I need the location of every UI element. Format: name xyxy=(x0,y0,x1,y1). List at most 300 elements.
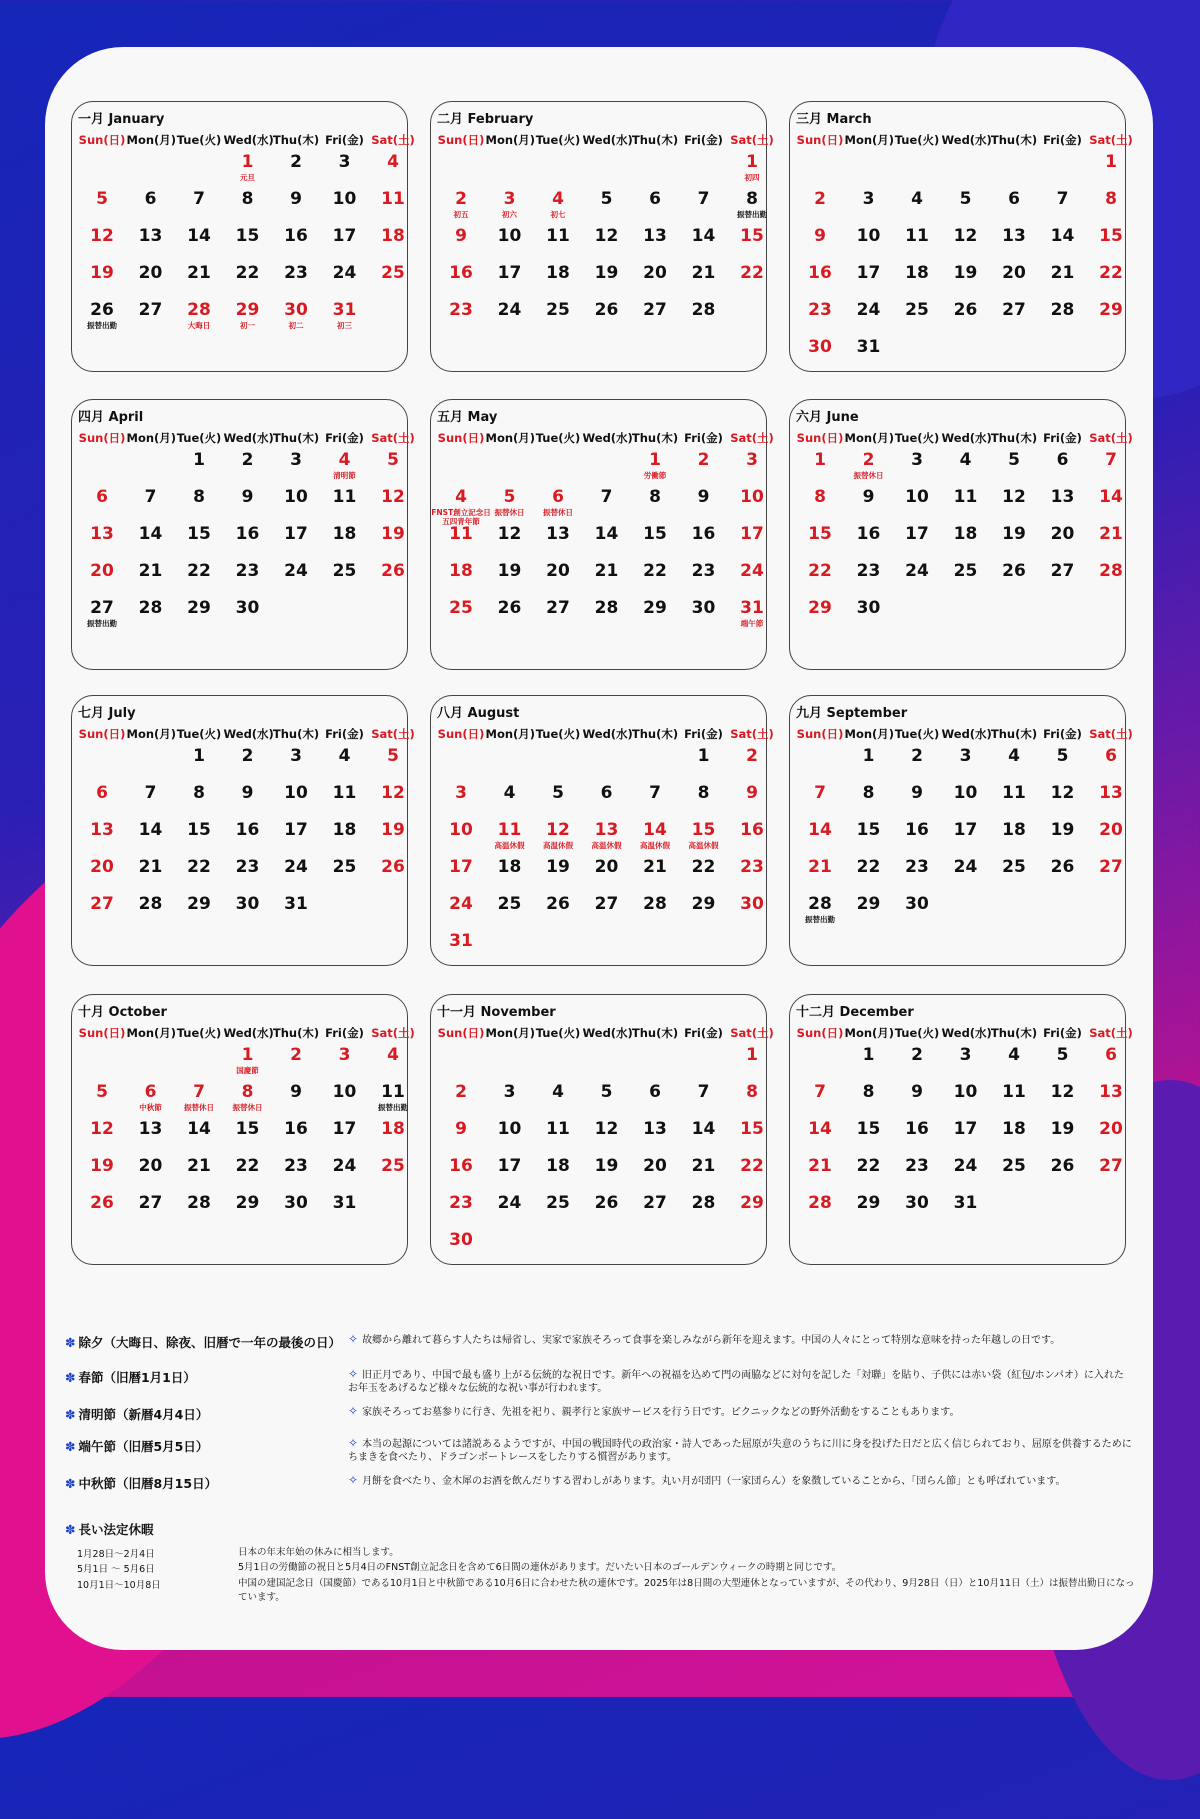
day-note: 中秋節 xyxy=(139,1103,162,1112)
calendar-day: 30 xyxy=(856,598,881,618)
weekday-header: Sat(土) xyxy=(730,431,774,445)
calendar-day: 7 xyxy=(193,189,205,209)
calendar-day: 20 xyxy=(90,561,114,581)
day-note: 清明節 xyxy=(333,471,356,480)
calendar-day: 4 xyxy=(503,783,516,803)
weekday-header: Fri(金) xyxy=(325,1026,364,1040)
calendar-day: 2 xyxy=(455,1082,467,1102)
calendar-day: 10 xyxy=(332,189,357,209)
holiday-range: 1月28日～2月4日 xyxy=(77,1549,155,1560)
calendar-day: 27 xyxy=(1099,1156,1123,1176)
calendar-day: 1 xyxy=(814,450,826,470)
calendar-day: 14 xyxy=(643,820,667,840)
calendar-day: 29 xyxy=(187,598,211,618)
calendar-day: 3 xyxy=(455,783,467,803)
calendar-day: 2 xyxy=(911,1045,923,1065)
calendar-day: 10 xyxy=(332,1082,357,1102)
weekday-header: Sat(土) xyxy=(371,133,415,147)
calendar-day: 24 xyxy=(740,561,764,581)
day-note: 大晦日 xyxy=(187,321,211,330)
calendar-day: 28 xyxy=(187,1193,211,1213)
calendar-day: 9 xyxy=(746,783,758,803)
calendar-day: 4 xyxy=(338,746,351,766)
day-note: 振替出勤 xyxy=(378,1103,408,1112)
weekday-header: Tue(火) xyxy=(176,727,222,741)
calendar-day: 21 xyxy=(187,1156,211,1176)
calendar-day: 23 xyxy=(808,300,832,320)
calendar-day: 22 xyxy=(187,561,211,581)
calendar-day: 10 xyxy=(497,1119,522,1139)
weekday-header: Fri(金) xyxy=(1043,727,1082,741)
calendar-day: 18 xyxy=(497,857,522,877)
calendar-day: 26 xyxy=(594,300,619,320)
calendar-day: 16 xyxy=(905,820,929,840)
calendar-day: 28 xyxy=(138,894,163,914)
calendar-day: 13 xyxy=(90,820,114,840)
calendar-day: 21 xyxy=(594,561,619,581)
calendar-day: 2 xyxy=(241,450,254,470)
calendar-day: 17 xyxy=(740,524,764,544)
month-calendar xyxy=(71,101,415,372)
calendar-day: 10 xyxy=(856,226,881,246)
calendar-day: 17 xyxy=(856,263,881,283)
weekday-header: Sun(日) xyxy=(437,727,485,741)
calendar-day: 16 xyxy=(284,226,308,246)
calendar-day: 10 xyxy=(449,820,473,840)
calendar-day: 24 xyxy=(856,300,881,320)
day-note: 初一 xyxy=(240,321,255,330)
calendar-day: 31 xyxy=(332,1193,357,1213)
calendar-day: 4 xyxy=(338,450,351,470)
calendar-day: 14 xyxy=(138,524,163,544)
calendar-day: 17 xyxy=(332,226,357,246)
weekday-header: Thu(木) xyxy=(631,727,679,741)
calendar-day: 5 xyxy=(1056,746,1069,766)
calendar-day: 16 xyxy=(808,263,832,283)
calendar-day: 25 xyxy=(497,894,522,914)
calendar-day: 12 xyxy=(1050,783,1075,803)
calendar-day: 8 xyxy=(862,783,875,803)
calendar-day: 24 xyxy=(449,894,473,914)
calendar-day: 29 xyxy=(235,300,260,320)
calendar-day: 1 xyxy=(862,1045,875,1065)
festival-name: ✽ 中秋節（旧暦8月15日） xyxy=(65,1476,218,1491)
weekday-header: Wed(水) xyxy=(223,431,274,445)
festival-description: ✧ 家族そろってお墓参りに行き、先祖を祀り、親孝行と家族サービスを行う日です。ピクニックなどの野外活動をすることもあります。 xyxy=(348,1404,960,1418)
weekday-header: Wed(水) xyxy=(941,133,992,147)
weekday-header: Sat(土) xyxy=(730,133,774,147)
calendar-day: 3 xyxy=(862,189,875,209)
calendar-day: 17 xyxy=(953,1119,978,1139)
calendar-day: 1 xyxy=(697,746,710,766)
calendar-day: 9 xyxy=(814,226,826,246)
calendar-day: 12 xyxy=(90,1119,114,1139)
calendar-day: 18 xyxy=(905,263,929,283)
calendar-day: 9 xyxy=(290,189,302,209)
weekday-header: Sun(日) xyxy=(796,1026,844,1040)
asterisk-icon: ✽ xyxy=(65,1335,76,1350)
calendar-day: 17 xyxy=(332,1119,357,1139)
calendar-day: 15 xyxy=(856,820,881,840)
calendar-day: 4 xyxy=(911,189,923,209)
calendar-day: 6 xyxy=(144,1082,157,1102)
weekday-header: Mon(月) xyxy=(485,133,536,147)
calendar-day: 25 xyxy=(1002,857,1026,877)
calendar-day: 2 xyxy=(697,450,710,470)
calendar-day: 9 xyxy=(290,1082,302,1102)
calendar-day: 9 xyxy=(862,487,875,507)
festival-name: ✽ 清明節（新暦4月4日） xyxy=(65,1407,209,1422)
calendar-day: 24 xyxy=(953,1156,978,1176)
day-note: 高温休假 xyxy=(543,841,573,850)
calendar-day: 20 xyxy=(1050,524,1075,544)
calendar-day: 29 xyxy=(643,598,667,618)
asterisk-icon: ✽ xyxy=(65,1407,76,1422)
calendar-day: 22 xyxy=(643,561,667,581)
calendar-day: 26 xyxy=(1002,561,1026,581)
sparkle-icon: ✧ xyxy=(348,1332,359,1346)
calendar-day: 7 xyxy=(814,783,826,803)
calendar-day: 11 xyxy=(381,1082,405,1102)
calendar-day: 26 xyxy=(1050,1156,1075,1176)
calendar-day: 3 xyxy=(959,746,972,766)
day-note: 振替出勤 xyxy=(737,210,767,219)
calendar-day: 31 xyxy=(449,931,473,951)
month-title: 八月 August xyxy=(437,706,520,721)
calendar-day: 16 xyxy=(449,263,473,283)
weekday-header: Wed(水) xyxy=(941,1026,992,1040)
month-title: 二月 February xyxy=(437,112,534,127)
calendar-day: 18 xyxy=(381,226,405,246)
calendar-day: 17 xyxy=(905,524,929,544)
month-title: 三月 March xyxy=(796,112,872,127)
weekday-header: Mon(月) xyxy=(126,727,177,741)
day-note: 振替休日 xyxy=(543,508,573,517)
calendar-day: 8 xyxy=(193,783,205,803)
calendar-day: 22 xyxy=(808,561,832,581)
calendar-day: 11 xyxy=(332,783,357,803)
calendar-day: 1 xyxy=(193,450,205,470)
calendar-day: 26 xyxy=(1050,857,1075,877)
calendar-day: 27 xyxy=(1002,300,1026,320)
calendar-day: 23 xyxy=(284,263,308,283)
calendar-day: 1 xyxy=(241,152,254,172)
calendar-day: 31 xyxy=(856,337,881,357)
weekday-header: Sun(日) xyxy=(437,1026,485,1040)
calendar-day: 7 xyxy=(649,783,661,803)
calendar-day: 17 xyxy=(284,524,308,544)
calendar-day: 4 xyxy=(552,189,564,209)
calendar-day: 7 xyxy=(1105,450,1117,470)
calendar-day: 2 xyxy=(290,1045,302,1065)
weekday-header: Mon(月) xyxy=(844,1026,895,1040)
day-note: 国慶節 xyxy=(236,1066,259,1075)
weekday-header: Wed(水) xyxy=(582,431,633,445)
calendar-day: 5 xyxy=(600,189,613,209)
calendar-day: 17 xyxy=(284,820,308,840)
weekday-header: Mon(月) xyxy=(126,1026,177,1040)
calendar-day: 5 xyxy=(600,1082,613,1102)
calendar-day: 24 xyxy=(332,1156,357,1176)
calendar-day: 2 xyxy=(814,189,826,209)
weekday-header: Tue(火) xyxy=(894,133,940,147)
day-note: 振替出勤 xyxy=(87,321,117,330)
long-holidays-title: ✽ 長い法定休暇 xyxy=(65,1522,154,1537)
calendar-day: 13 xyxy=(1099,1082,1123,1102)
weekday-header: Fri(金) xyxy=(1043,133,1082,147)
day-note: 高温休假 xyxy=(591,841,622,850)
calendar-day: 10 xyxy=(905,487,929,507)
weekday-header: Thu(木) xyxy=(272,1026,320,1040)
calendar-day: 5 xyxy=(387,746,399,766)
calendar-day: 1 xyxy=(649,450,661,470)
calendar-day: 22 xyxy=(235,263,260,283)
calendar-day: 3 xyxy=(503,1082,516,1102)
calendar-day: 12 xyxy=(497,524,522,544)
calendar-day: 3 xyxy=(746,450,758,470)
calendar-day: 5 xyxy=(387,450,399,470)
calendar-day: 6 xyxy=(649,189,661,209)
calendar-day: 6 xyxy=(1008,189,1020,209)
calendar-day: 14 xyxy=(808,1119,832,1139)
calendar-day: 30 xyxy=(740,894,764,914)
calendar-day: 10 xyxy=(497,226,522,246)
weekday-header: Tue(火) xyxy=(176,133,222,147)
calendar-day: 27 xyxy=(90,598,114,618)
calendar-day: 2 xyxy=(241,746,254,766)
month-calendar xyxy=(789,994,1133,1265)
festival-name: ✽ 春節（旧暦1月1日） xyxy=(65,1370,196,1385)
weekday-header: Mon(月) xyxy=(126,431,177,445)
calendar-day: 2 xyxy=(862,450,875,470)
calendar-day: 1 xyxy=(746,152,758,172)
calendar-day: 30 xyxy=(905,894,929,914)
calendar-day: 19 xyxy=(381,524,405,544)
calendar-day: 8 xyxy=(697,783,710,803)
weekday-header: Tue(火) xyxy=(535,727,581,741)
calendar-day: 7 xyxy=(193,1082,205,1102)
weekday-header: Sat(土) xyxy=(730,727,774,741)
calendar-day: 13 xyxy=(643,226,667,246)
calendar-day: 14 xyxy=(808,820,832,840)
day-note: 振替休日 xyxy=(853,471,884,480)
calendar-day: 28 xyxy=(691,300,716,320)
weekday-header: Sun(日) xyxy=(437,431,485,445)
asterisk-icon: ✽ xyxy=(65,1476,76,1491)
calendar-day: 27 xyxy=(138,1193,163,1213)
calendar-day: 21 xyxy=(187,263,211,283)
weekday-header: Sun(日) xyxy=(78,431,126,445)
day-note: 初三 xyxy=(337,321,352,330)
weekday-header: Fri(金) xyxy=(325,431,364,445)
calendar-day: 6 xyxy=(649,1082,661,1102)
calendar-day: 28 xyxy=(594,598,619,618)
calendar-day: 6 xyxy=(1105,746,1117,766)
month-title: 六月 June xyxy=(796,410,859,425)
calendar-day: 26 xyxy=(497,598,522,618)
month-calendar xyxy=(71,994,415,1265)
calendar-day: 12 xyxy=(953,226,978,246)
calendar-day: 24 xyxy=(284,561,308,581)
calendar-day: 19 xyxy=(1050,820,1075,840)
calendar-day: 22 xyxy=(235,1156,260,1176)
weekday-header: Mon(月) xyxy=(844,431,895,445)
day-note: 初四 xyxy=(744,173,760,182)
calendar-day: 24 xyxy=(953,857,978,877)
calendar-day: 15 xyxy=(691,820,716,840)
asterisk-icon: ✽ xyxy=(65,1439,76,1454)
day-note: 振替休日 xyxy=(232,1103,263,1112)
calendar-day: 28 xyxy=(691,1193,716,1213)
calendar-day: 6 xyxy=(96,487,108,507)
calendar-day: 22 xyxy=(740,263,764,283)
month-title: 七月 July xyxy=(78,706,136,721)
calendar-day: 18 xyxy=(332,820,357,840)
weekday-header: Tue(火) xyxy=(894,1026,940,1040)
calendar-day: 28 xyxy=(643,894,667,914)
weekday-header: Tue(火) xyxy=(535,133,581,147)
calendar-day: 22 xyxy=(856,857,881,877)
calendar-day: 29 xyxy=(808,598,832,618)
festival-description: ✧ 本当の起源については諸説あるようですが、中国の戦国時代の政治家・詩人であった屈原が失意のうちに川に身を投げた日だと広く信じられており、屈原を供養するためにちまきを食べたり、ドラゴンボートレースをしたりする慣習があります。 xyxy=(348,1436,1132,1463)
weekday-header: Thu(木) xyxy=(631,133,679,147)
calendar-day: 29 xyxy=(235,1193,260,1213)
calendar-day: 24 xyxy=(497,300,522,320)
calendar-day: 28 xyxy=(808,1193,832,1213)
calendar-day: 8 xyxy=(814,487,826,507)
calendar-day: 22 xyxy=(691,857,716,877)
calendar-day: 16 xyxy=(691,524,716,544)
calendar-day: 26 xyxy=(381,561,405,581)
calendar-day: 23 xyxy=(449,1193,473,1213)
month-title: 一月 January xyxy=(78,112,165,127)
weekday-header: Sun(日) xyxy=(796,431,844,445)
calendar-day: 9 xyxy=(911,1082,923,1102)
holiday-description: 日本の年末年始の休みに相当します。 xyxy=(238,1547,399,1558)
calendar-day: 18 xyxy=(953,524,978,544)
calendar-day: 20 xyxy=(138,263,163,283)
calendar-day: 7 xyxy=(600,487,613,507)
calendar-day: 15 xyxy=(808,524,832,544)
calendar-day: 13 xyxy=(594,820,619,840)
day-note: 労働節 xyxy=(643,471,667,480)
calendar-day: 4 xyxy=(387,152,399,172)
calendar-day: 14 xyxy=(691,226,716,246)
holiday-description: 中国の建国記念日（国慶節）である10月1日と中秋節である10月6日に合わせた秋の連休です。2025年は8日間の大型連休となっていますが、その代わり、9月28日（日）と10月11日（土）は振替出勤日になっています。 xyxy=(238,1578,1135,1603)
weekday-header: Sat(土) xyxy=(1089,431,1133,445)
calendar-day: 29 xyxy=(856,1193,881,1213)
calendar-day: 8 xyxy=(862,1082,875,1102)
calendar-day: 29 xyxy=(740,1193,764,1213)
month-calendar xyxy=(430,994,774,1265)
month-calendar xyxy=(789,101,1133,372)
calendar-day: 1 xyxy=(862,746,875,766)
calendar-day: 14 xyxy=(1099,487,1123,507)
calendar-day: 28 xyxy=(187,300,211,320)
calendar-day: 13 xyxy=(1050,487,1075,507)
calendar-day: 30 xyxy=(284,300,308,320)
month-title: 十二月 December xyxy=(796,1005,914,1020)
calendar-day: 3 xyxy=(503,189,516,209)
weekday-header: Wed(水) xyxy=(223,1026,274,1040)
calendar-day: 20 xyxy=(643,1156,667,1176)
calendar-day: 7 xyxy=(697,189,710,209)
calendar-day: 30 xyxy=(691,598,716,618)
weekday-header: Sun(日) xyxy=(78,727,126,741)
calendar-day: 30 xyxy=(235,894,260,914)
calendar-day: 8 xyxy=(746,1082,758,1102)
calendar-day: 18 xyxy=(1002,820,1026,840)
calendar-day: 25 xyxy=(332,561,357,581)
weekday-header: Fri(金) xyxy=(1043,431,1082,445)
weekday-header: Tue(火) xyxy=(176,1026,222,1040)
calendar-day: 11 xyxy=(332,487,357,507)
calendar-day: 20 xyxy=(594,857,619,877)
calendar-day: 26 xyxy=(90,1193,114,1213)
calendar-day: 22 xyxy=(740,1156,764,1176)
calendar-day: 11 xyxy=(449,524,473,544)
calendar-day: 30 xyxy=(905,1193,929,1213)
weekday-header: Thu(木) xyxy=(990,133,1038,147)
calendar-day: 31 xyxy=(953,1193,978,1213)
calendar-day: 8 xyxy=(193,487,205,507)
weekday-header: Wed(水) xyxy=(223,133,274,147)
calendar-day: 27 xyxy=(1050,561,1075,581)
calendar-day: 20 xyxy=(138,1156,163,1176)
calendar-day: 11 xyxy=(381,189,405,209)
holiday-description: 5月1日の労働節の祝日と5月4日のFNST創立記念日を含めて6日間の連休があります。だいたい日本のゴールデンウィークの時期と同じです。 xyxy=(238,1562,842,1573)
calendar-day: 26 xyxy=(546,894,570,914)
sparkle-icon: ✧ xyxy=(348,1473,359,1487)
weekday-header: Wed(水) xyxy=(941,727,992,741)
calendar-day: 15 xyxy=(235,1119,260,1139)
weekday-header: Mon(月) xyxy=(844,133,895,147)
calendar-day: 16 xyxy=(284,1119,308,1139)
calendar-day: 24 xyxy=(332,263,357,283)
weekday-header: Wed(水) xyxy=(223,727,274,741)
calendar-day: 16 xyxy=(235,820,260,840)
weekday-header: Sat(土) xyxy=(371,727,415,741)
weekday-header: Sat(土) xyxy=(1089,727,1133,741)
calendar-day: 13 xyxy=(90,524,114,544)
day-note: 初五 xyxy=(453,210,469,219)
calendar-day: 18 xyxy=(381,1119,405,1139)
calendar-day: 20 xyxy=(1099,1119,1123,1139)
calendar-day: 11 xyxy=(497,820,522,840)
calendar-day: 25 xyxy=(546,1193,570,1213)
calendar-day: 30 xyxy=(235,598,260,618)
calendar-day: 9 xyxy=(241,487,254,507)
calendar-day: 16 xyxy=(235,524,260,544)
calendar-day: 4 xyxy=(1008,746,1020,766)
calendar-day: 19 xyxy=(90,1156,114,1176)
calendar-day: 19 xyxy=(953,263,978,283)
calendar-day: 18 xyxy=(449,561,473,581)
calendar-day: 23 xyxy=(284,1156,308,1176)
month-calendar xyxy=(430,399,774,670)
calendar-day: 23 xyxy=(740,857,764,877)
calendar-day: 6 xyxy=(600,783,613,803)
calendar-day: 31 xyxy=(284,894,308,914)
calendar-day: 23 xyxy=(905,1156,929,1176)
calendar-day: 2 xyxy=(290,152,302,172)
calendar-day: 9 xyxy=(911,783,923,803)
calendar-day: 8 xyxy=(1105,189,1117,209)
calendar-day: 29 xyxy=(691,894,716,914)
day-note: 初二 xyxy=(288,321,304,330)
sparkle-icon: ✧ xyxy=(348,1404,359,1418)
calendar-day: 1 xyxy=(1105,152,1117,172)
